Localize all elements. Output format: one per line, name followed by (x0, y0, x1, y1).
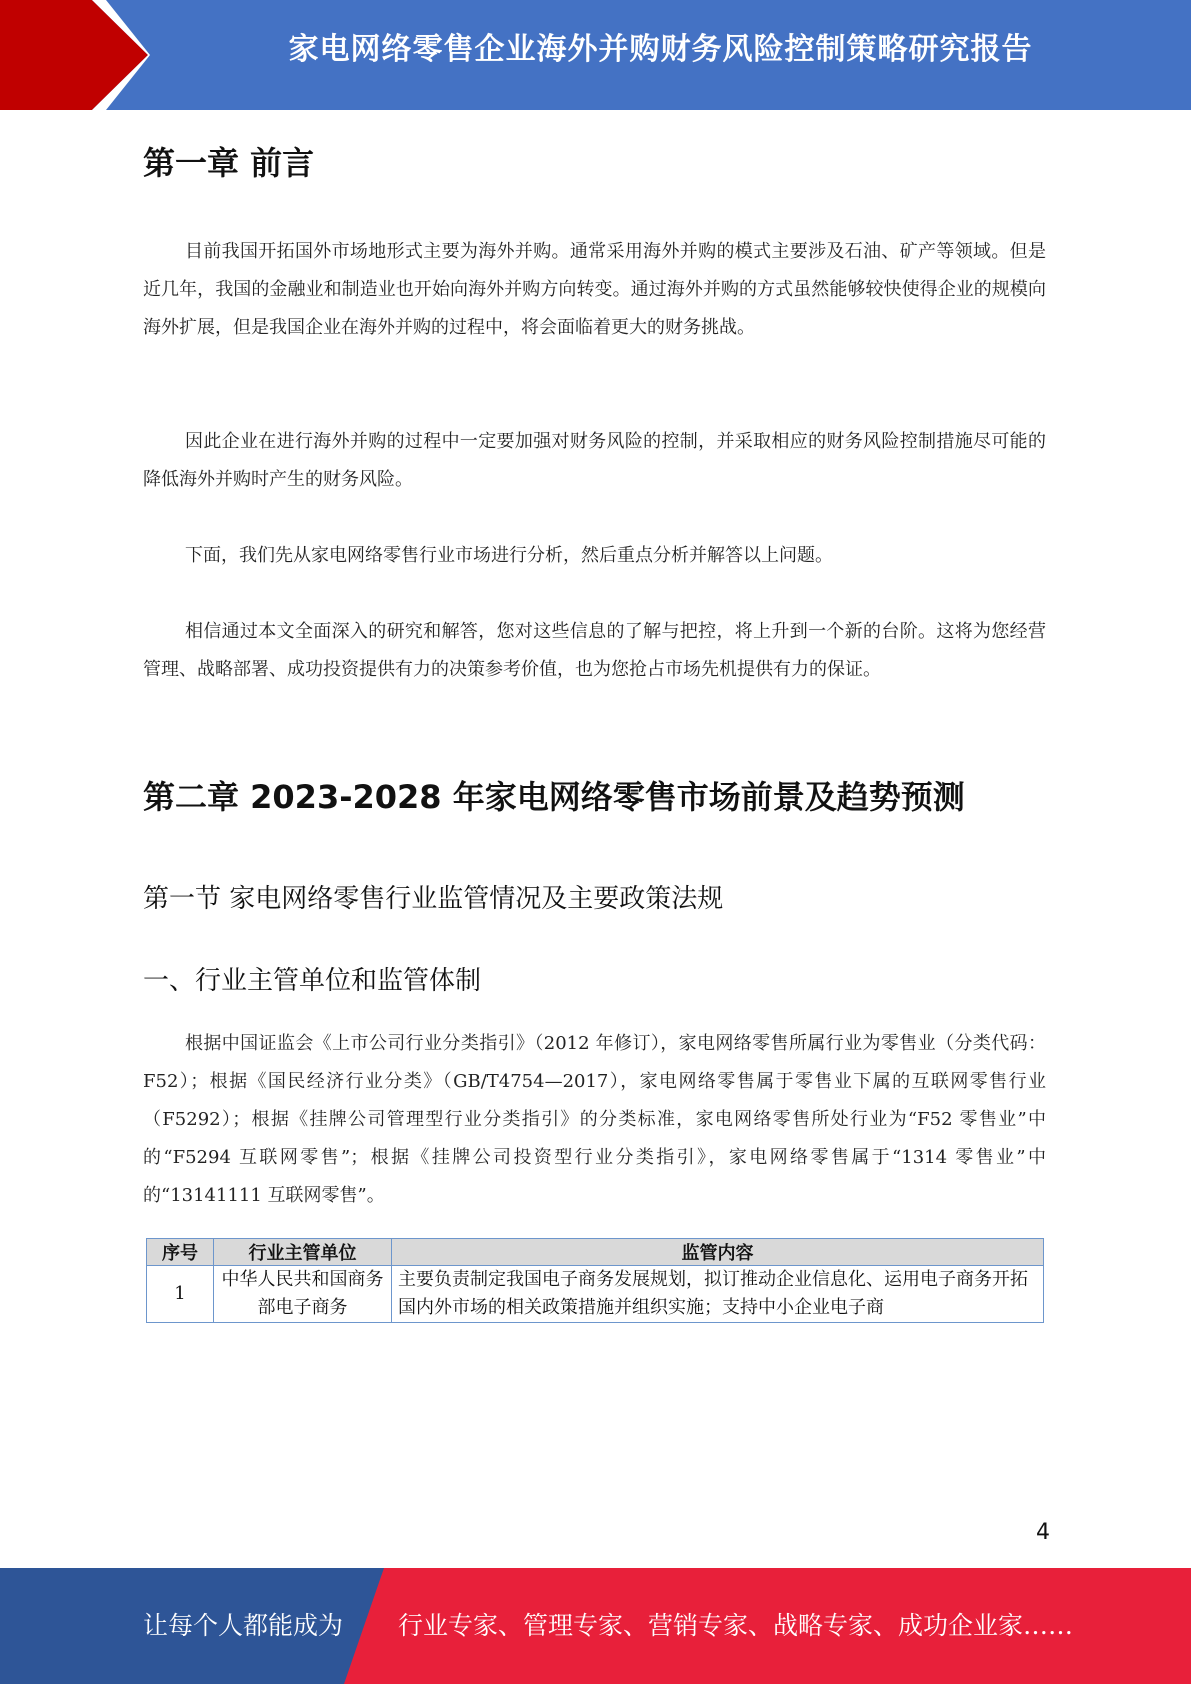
page-number: 4 (1036, 1520, 1050, 1545)
paragraph-3: 下面，我们先从家电网络零售行业市场进行分析，然后重点分析并解答以上问题。 (185, 545, 833, 566)
report-title: 家电网络零售企业海外并购财务风险控制策略研究报告 (288, 32, 1033, 67)
subsection-1-heading: 一、行业主管单位和监管体制 (143, 966, 482, 996)
footer-banner (0, 1568, 1191, 1684)
chapter-1-heading: 第一章 前言 (143, 144, 315, 182)
cell-unit-text: 中华人民共和国商务部电子商务 (221, 1269, 384, 1318)
cell-content-text: 主要负责制定我国电子商务发展规划，拟订推动企业信息化、运用电子商务开拓国内外市场的相关政策措施并组织实施；支持中小企业电子商 (398, 1269, 1028, 1318)
header-banner (0, 0, 1191, 110)
column-header-content: 监管内容 (392, 1239, 1044, 1266)
footer-slogan-left: 让每个人都能成为 (143, 1611, 344, 1640)
paragraph-4: 相信通过本文全面深入的研究和解答，您对这些信息的了解与把控，将上升到一个新的台阶。这将为您经营管理、战略部署、成功投资提供有力的决策参考价值，也为您抢占市场先机提供有力的保证。 (143, 621, 1046, 680)
column-header-unit: 行业主管单位 (214, 1239, 392, 1266)
section-1-heading: 第一节 家电网络零售行业监管情况及主要政策法规 (143, 884, 724, 914)
footer-slogan-right: 行业专家、管理专家、营销专家、战略专家、成功企业家…… (398, 1611, 1074, 1640)
cell-no: 1 (147, 1266, 214, 1323)
regulator-table (146, 1238, 1044, 1323)
chapter-2-heading: 第二章 2023-2028 年家电网络零售市场前景及趋势预测 (143, 778, 965, 816)
column-header-no: 序号 (147, 1239, 214, 1266)
cell-content (392, 1266, 1044, 1323)
cell-unit (214, 1266, 392, 1323)
paragraph-1: 目前我国开拓国外市场地形式主要为海外并购。通常采用海外并购的模式主要涉及石油、矿产等领域。但是近几年，我国的金融业和制造业也开始向海外并购方向转变。通过海外并购的方式虽然能够较快使得企业的规模向海外扩展，但是我国企业在海外并购的过程中，将会面临着更大的财务挑战。 (143, 241, 1046, 338)
paragraph-classification: 根据中国证监会《上市公司行业分类指引》（2012 年修订），家电网络零售所属行业为零售业（分类代码：F52）；根据《国民经济行业分类》（GB/T4754—2017），家电网络零售属于零售业下属的互联网零售行业（F5292）；根据《挂牌公司管理型行业分类指引》的分类标准，家电网络零售所处行业为“F52 零售业”中的“F5294 互联网零售”；根据《挂牌公司投资型行业分类指引》，家电网络零售属于“1314 零售业”中的“13141111 互联网零售”。 (143, 1033, 1046, 1206)
table-row (147, 1266, 1044, 1323)
paragraph-2: 因此企业在进行海外并购的过程中一定要加强对财务风险的控制，并采取相应的财务风险控制措施尽可能的降低海外并购时产生的财务风险。 (143, 431, 1046, 490)
table-header-row (147, 1239, 1044, 1266)
